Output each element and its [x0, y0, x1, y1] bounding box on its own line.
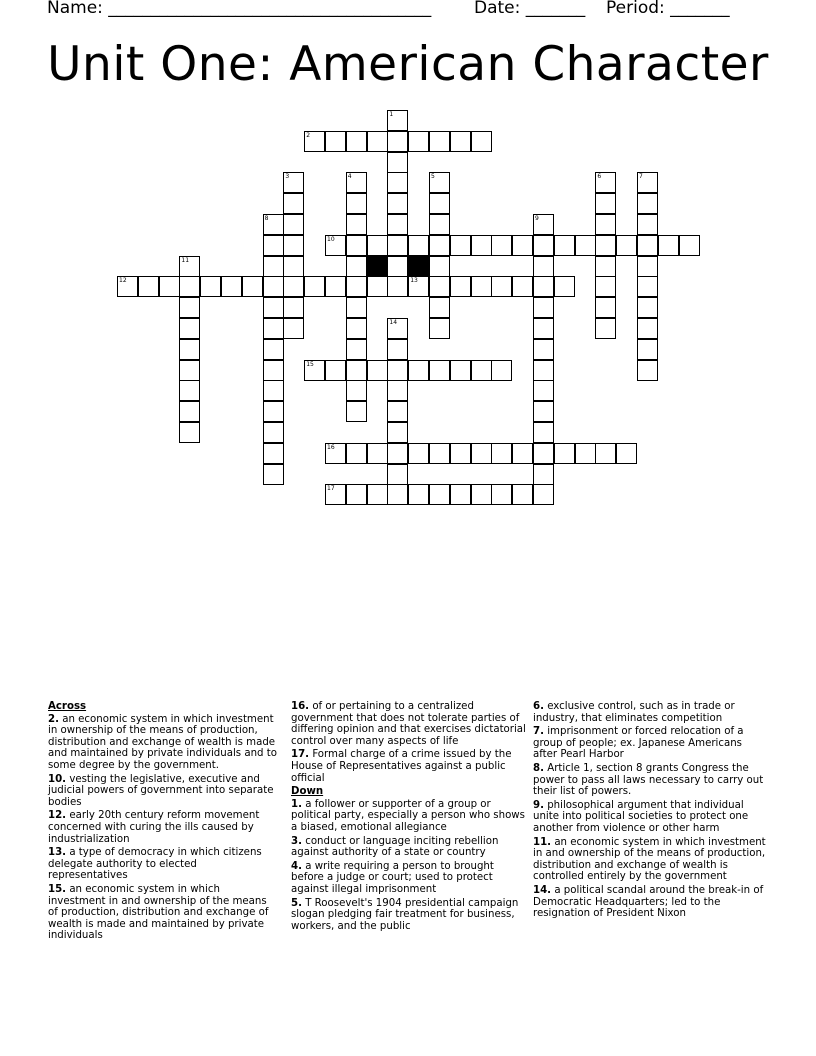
crossword-cell[interactable] [179, 318, 200, 339]
crossword-cell[interactable] [575, 443, 596, 464]
crossword-cell[interactable] [491, 484, 512, 505]
crossword-cell[interactable] [346, 214, 367, 235]
cell-number: 2 [306, 131, 311, 139]
crossword-cell[interactable] [263, 256, 284, 277]
crossword-cell[interactable] [179, 422, 200, 443]
crossword-cell[interactable] [263, 297, 284, 318]
crossword-cell[interactable] [450, 235, 471, 256]
clue-item: 16. of or pertaining to a centralized government that does not tolerate parties of differing opinion and that exercises dictatorial control over many aspects of life [291, 701, 526, 747]
crossword-cell[interactable] [554, 235, 575, 256]
crossword-grid [0, 0, 816, 520]
crossword-cell[interactable] [346, 443, 367, 464]
crossword-cell[interactable] [367, 484, 388, 505]
crossword-cell[interactable] [491, 235, 512, 256]
date-field[interactable]: Date: _______ [474, 0, 586, 18]
crossword-cell[interactable] [387, 443, 408, 464]
crossword-cell[interactable] [595, 276, 616, 297]
crossword-cell[interactable] [138, 276, 159, 297]
crossword-cell[interactable] [159, 276, 180, 297]
crossword-cell[interactable] [263, 464, 284, 485]
crossword-cell[interactable] [367, 360, 388, 381]
crossword-cell[interactable] [429, 318, 450, 339]
crossword-cell[interactable] [283, 235, 304, 256]
crossword-cell[interactable] [512, 235, 533, 256]
cell-number: 12 [119, 277, 127, 285]
crossword-cell[interactable] [346, 380, 367, 401]
crossword-cell[interactable] [117, 276, 138, 297]
crossword-cell[interactable] [387, 360, 408, 381]
crossword-cell[interactable] [429, 256, 450, 277]
across-heading: Across [48, 701, 87, 712]
crossword-cell[interactable] [637, 256, 658, 277]
crossword-cell[interactable] [387, 484, 408, 505]
crossword-cell[interactable] [387, 110, 408, 131]
cell-number: 13 [410, 277, 418, 285]
clue-item: 8. Article 1, section 8 grants Congress the power to pass all laws necessary to carry out their list of powers. [533, 762, 764, 798]
crossword-cell[interactable] [637, 193, 658, 214]
crossword-cell[interactable] [283, 214, 304, 235]
crossword-cell[interactable] [429, 276, 450, 297]
down-heading: Down [291, 786, 324, 798]
crossword-cell[interactable] [283, 318, 304, 339]
black-cell [408, 256, 429, 277]
clue-item: 17. Formal charge of a crime issued by the House of Representatives against a public official [291, 749, 512, 784]
name-field[interactable]: Name: ______________________________________ [47, 0, 432, 18]
crossword-cell[interactable] [554, 443, 575, 464]
cell-number: 17 [327, 485, 335, 493]
clue-item: 15. an economic system in which investment in and ownership of the means of production, distribution and exchange of wealth is made and maintained by private individuals [48, 883, 269, 942]
period-field[interactable]: Period: _______ [606, 0, 730, 18]
crossword-cell[interactable] [450, 443, 471, 464]
crossword-cell[interactable] [325, 443, 346, 464]
crossword-cell[interactable] [179, 401, 200, 422]
page-title: Unit One: American Character [47, 37, 769, 92]
crossword-cell[interactable] [429, 193, 450, 214]
cell-number: 10 [327, 235, 335, 243]
clue-column-3 [533, 701, 769, 922]
crossword-cell[interactable] [283, 297, 304, 318]
crossword-cell[interactable] [346, 339, 367, 360]
crossword-cell[interactable] [471, 360, 492, 381]
black-cell [367, 256, 388, 277]
clue-column-2 [291, 701, 527, 934]
clue-item: 10. vesting the legislative, executive and judicial powers of government into separate bodies [48, 773, 274, 808]
crossword-cell[interactable] [408, 235, 429, 256]
crossword-cell[interactable] [325, 484, 346, 505]
crossword-cell[interactable] [283, 276, 304, 297]
crossword-cell[interactable] [533, 297, 554, 318]
crossword-cell[interactable] [304, 131, 325, 152]
crossword-cell[interactable] [179, 256, 200, 277]
crossword-cell[interactable] [637, 318, 658, 339]
crossword-cell[interactable] [637, 172, 658, 193]
crossword-cell[interactable] [325, 276, 346, 297]
crossword-cell[interactable] [387, 276, 408, 297]
cell-number: 9 [535, 215, 539, 222]
crossword-cell[interactable] [658, 235, 679, 256]
crossword-cell[interactable] [450, 360, 471, 381]
cell-number: 4 [347, 173, 352, 181]
clue-item: 1. a follower or supporter of a group or political party, especially a person who shows a biased, emotional allegiance [291, 798, 525, 833]
crossword-cell[interactable] [512, 276, 533, 297]
crossword-cell[interactable] [679, 235, 700, 256]
crossword-cell[interactable] [263, 422, 284, 443]
cell-number: 16 [327, 443, 335, 451]
crossword-cell[interactable] [450, 484, 471, 505]
crossword-cell[interactable] [387, 235, 408, 256]
crossword-cell[interactable] [325, 360, 346, 381]
crossword-cell[interactable] [595, 214, 616, 235]
crossword-cell[interactable] [346, 172, 367, 193]
crossword-cell[interactable] [387, 318, 408, 339]
crossword-cell[interactable] [471, 235, 492, 256]
crossword-cell[interactable] [200, 276, 221, 297]
crossword-cell[interactable] [346, 297, 367, 318]
crossword-cell[interactable] [429, 360, 450, 381]
crossword-cell[interactable] [595, 256, 616, 277]
crossword-cell[interactable] [533, 339, 554, 360]
crossword-cell[interactable] [491, 443, 512, 464]
crossword-cell[interactable] [367, 235, 388, 256]
crossword-cell[interactable] [367, 131, 388, 152]
crossword-cell[interactable] [429, 172, 450, 193]
crossword-cell[interactable] [263, 380, 284, 401]
crossword-cell[interactable] [346, 131, 367, 152]
clue-item: 3. conduct or language inciting rebellion against authority of a state or country [291, 835, 499, 859]
clue-column-1 [48, 701, 278, 944]
crossword-cell[interactable] [325, 131, 346, 152]
crossword-cell[interactable] [595, 172, 616, 193]
crossword-cell[interactable] [387, 339, 408, 360]
crossword-cell[interactable] [325, 235, 346, 256]
clue-item: 14. a political scandal around the break-in of Democratic Headquarters; led to the resignation of President Nixon [533, 884, 764, 920]
cell-number: 14 [389, 319, 398, 326]
crossword-cell[interactable] [450, 131, 471, 152]
crossword-cell[interactable] [283, 193, 304, 214]
crossword-cell[interactable] [491, 360, 512, 381]
crossword-cell[interactable] [637, 360, 658, 381]
crossword-cell[interactable] [346, 484, 367, 505]
cell-number: 6 [597, 173, 602, 181]
crossword-cell[interactable] [408, 276, 429, 297]
crossword-cell[interactable] [346, 360, 367, 381]
cell-number: 8 [264, 215, 269, 222]
crossword-cell[interactable] [595, 443, 616, 464]
crossword-cell[interactable] [471, 443, 492, 464]
crossword-cell[interactable] [616, 443, 637, 464]
crossword-cell[interactable] [408, 484, 429, 505]
crossword-cell[interactable] [533, 443, 554, 464]
crossword-cell[interactable] [408, 360, 429, 381]
crossword-cell[interactable] [533, 256, 554, 277]
crossword-cell[interactable] [263, 339, 284, 360]
crossword-cell[interactable] [283, 172, 304, 193]
crossword-cell[interactable] [471, 131, 492, 152]
crossword-cell[interactable] [471, 276, 492, 297]
crossword-cell[interactable] [263, 276, 284, 297]
clue-item: 5. T Roosevelt's 1904 presidential campaign slogan pledging fair treatment for business, workers, and the public [291, 897, 519, 932]
crossword-cell[interactable] [533, 380, 554, 401]
crossword-cell[interactable] [242, 276, 263, 297]
crossword-cell[interactable] [387, 464, 408, 485]
crossword-cell[interactable] [387, 152, 408, 173]
clue-item: 11. an economic system in which investment in and ownership of the means of production, distribution and exchange of wealth is controlled entirely by the government [533, 836, 766, 883]
crossword-cell[interactable] [429, 443, 450, 464]
cell-number: 5 [431, 173, 435, 181]
crossword-cell[interactable] [595, 235, 616, 256]
crossword-cell[interactable] [387, 422, 408, 443]
clue-item: 7. imprisonment or forced relocation of a group of people; ex. Japanese Americans after Pearl Harbor [533, 726, 744, 761]
clue-item: 2. an economic system in which investment in ownership of the means of production, distribution and exchange of wealth is made and maintained by private individuals and to some degree by the government. [48, 713, 277, 771]
crossword-cell[interactable] [346, 276, 367, 297]
clue-item: 12. early 20th century reform movement concerned with curing the ills caused by industrialization [48, 810, 260, 845]
crossword-cell[interactable] [221, 276, 242, 297]
crossword-cell[interactable] [429, 484, 450, 505]
crossword-cell[interactable] [346, 401, 367, 422]
crossword-cell[interactable] [533, 401, 554, 422]
crossword-cell[interactable] [595, 193, 616, 214]
crossword-cell[interactable] [367, 443, 388, 464]
crossword-cell[interactable] [263, 318, 284, 339]
crossword-cell[interactable] [263, 235, 284, 256]
cell-number: 11 [181, 256, 190, 264]
crossword-cell[interactable] [554, 276, 575, 297]
crossword-cell[interactable] [283, 256, 304, 277]
crossword-cell[interactable] [637, 235, 658, 256]
crossword-cell[interactable] [533, 464, 554, 485]
crossword-cell[interactable] [346, 235, 367, 256]
crossword-cell[interactable] [408, 443, 429, 464]
crossword-cell[interactable] [575, 235, 596, 256]
cell-number: 7 [639, 173, 643, 181]
crossword-cell[interactable] [450, 276, 471, 297]
crossword-cell[interactable] [429, 297, 450, 318]
crossword-cell[interactable] [595, 297, 616, 318]
crossword-cell[interactable] [637, 339, 658, 360]
crossword-cell[interactable] [346, 318, 367, 339]
clue-item: 4. a write requiring a person to brought before a judge or court; used to protect against illegal imprisonment [291, 860, 494, 895]
crossword-cell[interactable] [533, 276, 554, 297]
crossword-cell[interactable] [263, 401, 284, 422]
crossword-cell[interactable] [471, 484, 492, 505]
crossword-cell[interactable] [387, 131, 408, 152]
crossword-cell[interactable] [387, 380, 408, 401]
crossword-cell[interactable] [263, 214, 284, 235]
crossword-cell[interactable] [408, 131, 429, 152]
crossword-cell[interactable] [533, 484, 554, 505]
crossword-cell[interactable] [263, 360, 284, 381]
crossword-cell[interactable] [533, 235, 554, 256]
crossword-cell[interactable] [512, 443, 533, 464]
crossword-cell[interactable] [304, 360, 325, 381]
crossword-cell[interactable] [491, 276, 512, 297]
crossword-cell[interactable] [429, 235, 450, 256]
crossword-cell[interactable] [533, 360, 554, 381]
crossword-cell[interactable] [429, 214, 450, 235]
clue-item: 9. philosophical argument that individual unite into political societies to protect one another from violence or other harm [533, 799, 749, 834]
crossword-cell[interactable] [387, 193, 408, 214]
crossword-cell[interactable] [346, 193, 367, 214]
crossword-cell[interactable] [616, 235, 637, 256]
cell-number: 15 [306, 360, 314, 368]
crossword-cell[interactable] [179, 360, 200, 381]
crossword-cell[interactable] [387, 172, 408, 193]
crossword-cell[interactable] [512, 484, 533, 505]
crossword-cell[interactable] [429, 131, 450, 152]
cell-number: 1 [389, 111, 394, 118]
crossword-cell[interactable] [533, 214, 554, 235]
crossword-cell[interactable] [179, 276, 200, 297]
crossword-cell[interactable] [637, 214, 658, 235]
clue-item: 13. a type of democracy in which citizens delegate authority to elected representatives [48, 847, 262, 882]
crossword-cell[interactable] [637, 297, 658, 318]
crossword-cell[interactable] [304, 276, 325, 297]
cell-number: 3 [285, 173, 290, 181]
crossword-cell[interactable] [263, 443, 284, 464]
crossword-cell[interactable] [387, 256, 408, 277]
crossword-cell[interactable] [179, 297, 200, 318]
crossword-cell[interactable] [533, 422, 554, 443]
crossword-cell[interactable] [637, 276, 658, 297]
crossword-cell[interactable] [387, 401, 408, 422]
crossword-cell[interactable] [179, 339, 200, 360]
crossword-cell[interactable] [346, 256, 367, 277]
crossword-cell[interactable] [595, 318, 616, 339]
crossword-cell[interactable] [367, 276, 388, 297]
crossword-cell[interactable] [533, 318, 554, 339]
crossword-cell[interactable] [179, 380, 200, 401]
clue-item: 6. exclusive control, such as in trade or industry, that eliminates competition [533, 701, 735, 724]
crossword-cell[interactable] [387, 214, 408, 235]
